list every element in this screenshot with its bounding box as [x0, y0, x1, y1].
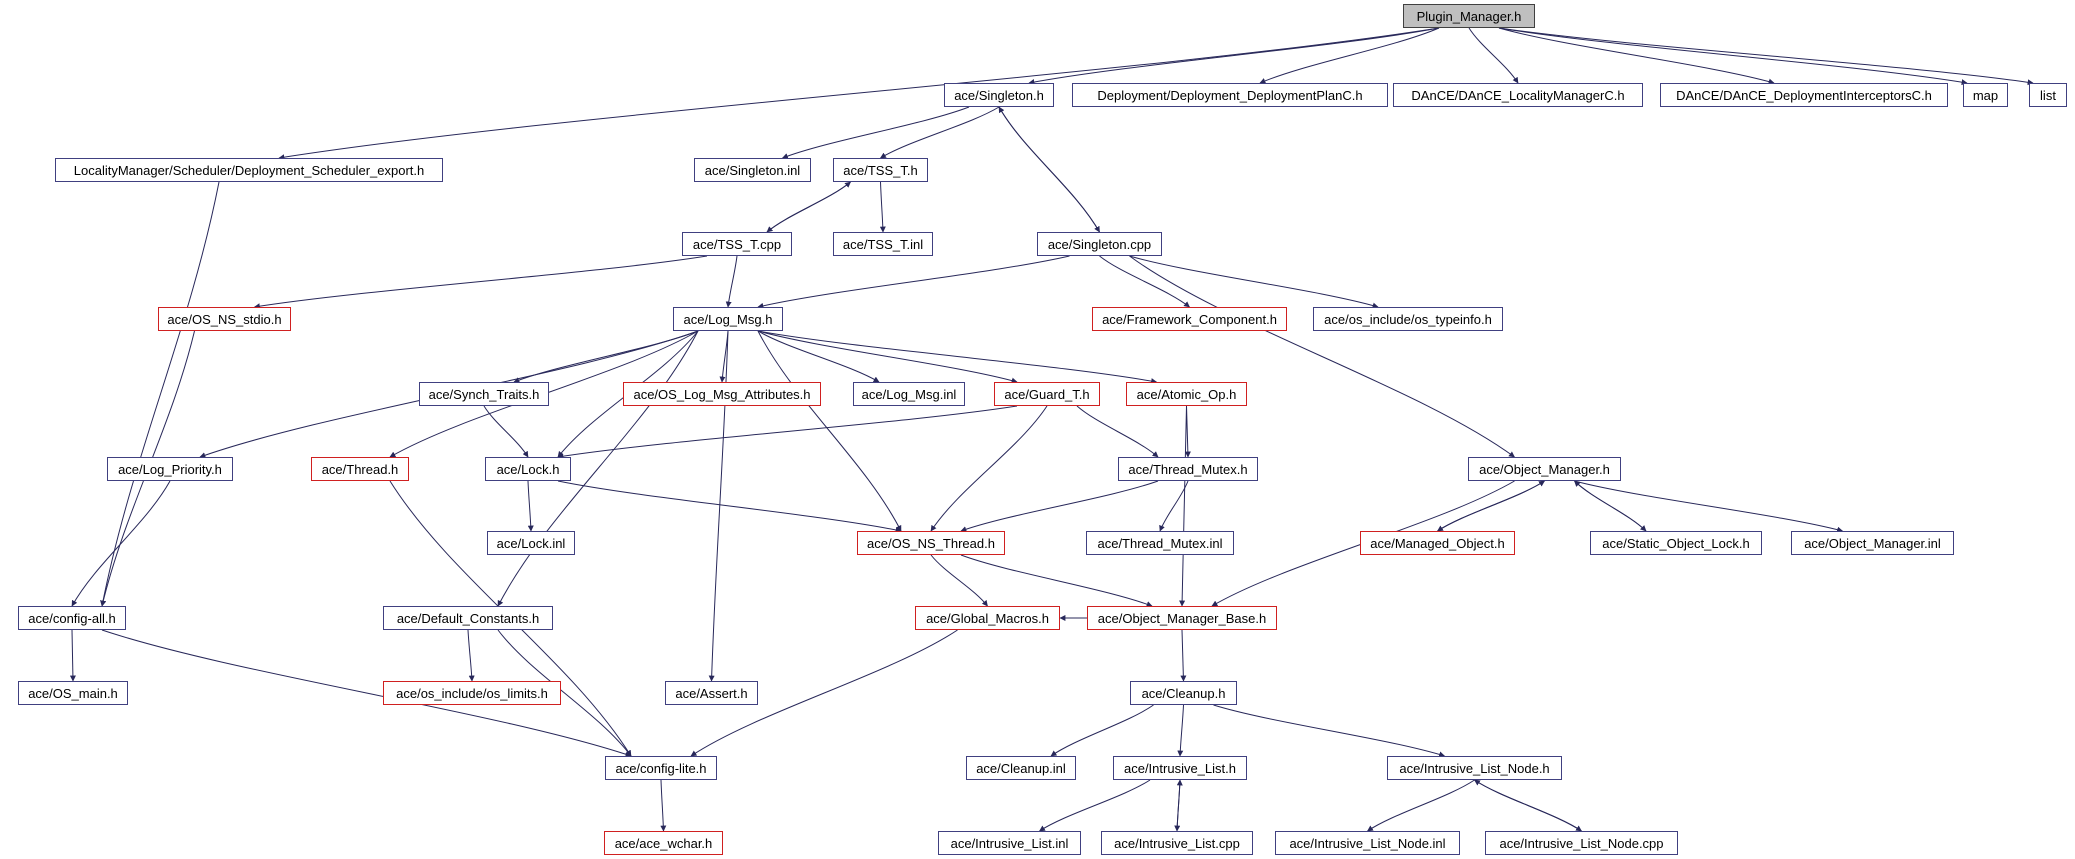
graph-edge — [728, 256, 737, 307]
graph-node[interactable]: ace/Object_Manager_Base.h — [1087, 606, 1277, 630]
graph-node[interactable]: ace/TSS_T.cpp — [682, 232, 792, 256]
graph-edge — [999, 107, 1100, 232]
graph-node[interactable]: ace/TSS_T.h — [833, 158, 928, 182]
graph-node[interactable]: map — [1963, 83, 2008, 107]
graph-node[interactable]: ace/Singleton.inl — [694, 158, 811, 182]
graph-edge — [961, 481, 1158, 531]
graph-edge — [72, 630, 73, 681]
graph-edge — [758, 331, 879, 382]
graph-node[interactable]: ace/OS_NS_Thread.h — [857, 531, 1005, 555]
graph-edge — [767, 182, 851, 232]
graph-node[interactable]: ace/Lock.inl — [487, 531, 575, 555]
graph-edge — [514, 331, 698, 382]
graph-edge — [1260, 28, 1439, 83]
graph-node[interactable]: ace/config-all.h — [18, 606, 126, 630]
graph-edge — [1130, 256, 1379, 307]
graph-edge — [1475, 780, 1582, 831]
graph-node[interactable]: list — [2029, 83, 2067, 107]
graph-edge — [1438, 481, 1545, 531]
graph-edge — [783, 107, 970, 158]
graph-edge — [102, 182, 219, 606]
graph-edge — [72, 481, 170, 606]
graph-node[interactable]: ace/Global_Macros.h — [915, 606, 1060, 630]
graph-node[interactable]: ace/OS_main.h — [18, 681, 128, 705]
graph-edge — [722, 331, 728, 382]
graph-node[interactable]: ace/Atomic_Op.h — [1126, 382, 1247, 406]
graph-edge — [1575, 481, 1647, 531]
graph-edge — [767, 182, 851, 232]
graph-edge — [758, 256, 1070, 307]
graph-node[interactable]: ace/Intrusive_List.cpp — [1101, 831, 1253, 855]
graph-edge — [1475, 780, 1582, 831]
graph-edge — [1029, 28, 1439, 83]
graph-node[interactable]: DAnCE/DAnCE_DeploymentInterceptorsC.h — [1660, 83, 1948, 107]
graph-node[interactable]: ace/Default_Constants.h — [383, 606, 553, 630]
graph-edge — [1214, 705, 1445, 756]
graph-edge — [528, 481, 531, 531]
graph-edge — [255, 256, 708, 307]
graph-edge — [1177, 780, 1180, 831]
graph-edge — [1575, 481, 1647, 531]
graph-edge — [558, 406, 1017, 457]
graph-node[interactable]: ace/Framework_Component.h — [1092, 307, 1287, 331]
graph-node[interactable]: ace/Intrusive_List_Node.h — [1387, 756, 1562, 780]
graph-edge — [1438, 481, 1545, 531]
graph-edge — [1177, 780, 1180, 831]
graph-node[interactable]: ace/Static_Object_Lock.h — [1590, 531, 1762, 555]
graph-node[interactable]: ace/Guard_T.h — [994, 382, 1100, 406]
graph-edge — [1187, 406, 1189, 457]
graph-node[interactable]: ace/Intrusive_List_Node.cpp — [1485, 831, 1678, 855]
graph-node[interactable]: ace/Singleton.h — [944, 83, 1054, 107]
graph-node[interactable]: ace/Object_Manager.h — [1468, 457, 1621, 481]
graph-node[interactable]: ace/config-lite.h — [605, 756, 717, 780]
graph-edge — [1180, 705, 1184, 756]
graph-node[interactable]: ace/Cleanup.inl — [966, 756, 1076, 780]
graph-edge — [1130, 256, 1515, 457]
graph-node[interactable]: ace/Log_Priority.h — [107, 457, 233, 481]
graph-edge — [1100, 256, 1190, 307]
graph-node[interactable]: ace/os_include/os_typeinfo.h — [1313, 307, 1503, 331]
graph-edge — [1499, 28, 1967, 83]
graph-node[interactable]: LocalityManager/Scheduler/Deployment_Scheduler_export.h — [55, 158, 443, 182]
graph-node[interactable]: ace/Synch_Traits.h — [419, 382, 549, 406]
graph-edge — [881, 182, 884, 232]
graph-node[interactable]: ace/Thread_Mutex.h — [1118, 457, 1258, 481]
graph-node[interactable]: ace/Singleton.cpp — [1037, 232, 1162, 256]
graph-node[interactable]: ace/Object_Manager.inl — [1791, 531, 1954, 555]
graph-edge — [1469, 28, 1518, 83]
graph-node[interactable]: DAnCE/DAnCE_LocalityManagerC.h — [1393, 83, 1643, 107]
graph-node[interactable]: ace/Lock.h — [485, 457, 571, 481]
graph-edge — [468, 630, 472, 681]
graph-node[interactable]: Deployment/Deployment_DeploymentPlanC.h — [1072, 83, 1388, 107]
graph-node[interactable]: Plugin_Manager.h — [1403, 4, 1535, 28]
graph-node[interactable]: ace/OS_NS_stdio.h — [158, 307, 291, 331]
graph-edge — [1575, 481, 1843, 531]
graph-node[interactable]: ace/Intrusive_List.h — [1113, 756, 1247, 780]
graph-node[interactable]: ace/os_include/os_limits.h — [383, 681, 561, 705]
graph-edge — [758, 331, 1017, 382]
graph-edge — [1160, 481, 1188, 531]
graph-edge — [931, 555, 988, 606]
graph-edge — [1182, 406, 1187, 606]
graph-node[interactable]: ace/Log_Msg.inl — [853, 382, 965, 406]
graph-edge — [999, 107, 1100, 232]
graph-node[interactable]: ace/Log_Msg.h — [673, 307, 783, 331]
graph-edge — [758, 331, 901, 531]
graph-edge — [1040, 780, 1151, 831]
graph-edge — [1499, 28, 1774, 83]
graph-node[interactable]: ace/Assert.h — [665, 681, 758, 705]
graph-node[interactable]: ace/Thread.h — [311, 457, 409, 481]
graph-edge — [931, 406, 1047, 531]
graph-edge — [1368, 780, 1475, 831]
graph-edge — [881, 107, 1000, 158]
graph-edge — [961, 555, 1152, 606]
graph-node[interactable]: ace/Cleanup.h — [1130, 681, 1237, 705]
graph-node[interactable]: ace/ace_wchar.h — [604, 831, 723, 855]
graph-edge — [1182, 630, 1184, 681]
graph-node[interactable]: ace/Intrusive_List_Node.inl — [1275, 831, 1460, 855]
graph-edge — [484, 406, 528, 457]
graph-node[interactable]: ace/TSS_T.inl — [833, 232, 933, 256]
graph-node[interactable]: ace/Thread_Mutex.inl — [1086, 531, 1234, 555]
graph-edge — [1499, 28, 2033, 83]
graph-edge — [1051, 705, 1154, 756]
graph-edge — [558, 481, 901, 531]
graph-node[interactable]: ace/Intrusive_List.inl — [938, 831, 1081, 855]
graph-edge — [661, 780, 664, 831]
graph-edge — [1077, 406, 1158, 457]
graph-node[interactable]: ace/OS_Log_Msg_Attributes.h — [623, 382, 821, 406]
graph-node[interactable]: ace/Managed_Object.h — [1360, 531, 1515, 555]
graph-edge — [758, 331, 1157, 382]
